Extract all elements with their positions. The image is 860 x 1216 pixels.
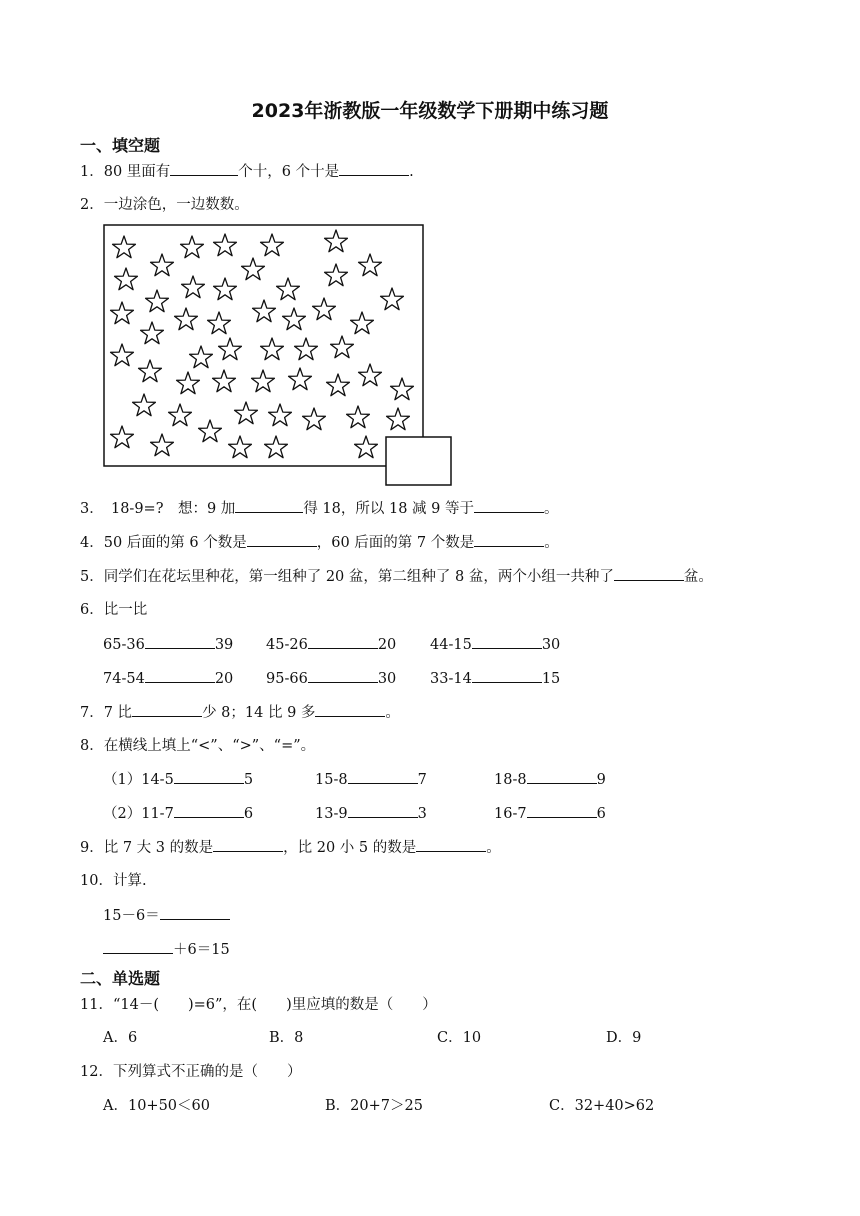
q3-text-b: 得 18，所以 18 减 9 等于	[303, 501, 474, 517]
q11-option-c[interactable]: C．10	[437, 1030, 482, 1046]
q8-left: （2）11-7	[103, 806, 174, 822]
q8-right: 3	[417, 806, 427, 822]
q6-left: 45-26	[266, 637, 308, 653]
q11-option-a[interactable]: A．6	[103, 1030, 138, 1046]
star-figure	[100, 222, 456, 486]
q3-text-c: 。	[543, 501, 559, 517]
q5-text-b: 盆。	[683, 569, 713, 585]
q6-left: 44-15	[430, 637, 472, 653]
q4-text-b: ，60 后面的第 7 个数是	[316, 535, 475, 551]
q6-left: 95-66	[266, 671, 308, 687]
q8-left: 13-9	[315, 806, 348, 822]
q6-blank[interactable]	[145, 634, 215, 649]
page-title: 2023年浙教版一年级数学下册期中练习题	[251, 100, 609, 122]
question-4	[80, 532, 559, 553]
question-10-head: 10．计算.	[80, 873, 147, 889]
q7-text-a: 7．7 比	[80, 705, 133, 721]
q8-left: 15-8	[315, 772, 348, 788]
section-fill-in: 一、填空题	[80, 136, 161, 155]
q6-left: 33-14	[430, 671, 472, 687]
q6-right: 30	[377, 671, 397, 687]
q1-blank-1[interactable]	[170, 161, 238, 176]
count-answer-box[interactable]	[386, 437, 451, 485]
q6-right: 20	[214, 671, 234, 687]
q8-item	[103, 769, 253, 790]
question-3	[80, 498, 558, 519]
q3-blank-2[interactable]	[474, 498, 544, 513]
q6-item	[430, 634, 560, 655]
q12-option-c[interactable]: C．32+40>62	[549, 1098, 655, 1114]
question-12: 12．下列算式不正确的是（ ）	[80, 1064, 302, 1080]
q6-right: 39	[214, 637, 234, 653]
star-frame	[104, 225, 423, 466]
q6-left: 74-54	[103, 671, 145, 687]
q8-blank[interactable]	[527, 769, 597, 784]
q3-text-a: 3． 18-9=? 想：9 加	[80, 501, 236, 517]
q3-blank-1[interactable]	[235, 498, 303, 513]
q8-left: 18-8	[494, 772, 527, 788]
q6-blank[interactable]	[308, 634, 378, 649]
q1-blank-2[interactable]	[339, 161, 409, 176]
q8-right: 9	[596, 772, 606, 788]
question-11: 11．“14－( )=6”，在( )里应填的数是（ ）	[80, 997, 437, 1013]
q4-blank-1[interactable]	[247, 532, 317, 547]
q6-left: 65-36	[103, 637, 145, 653]
q6-item	[103, 634, 233, 655]
q6-right: 20	[377, 637, 397, 653]
q5-text-a: 5．同学们在花坛里种花，第一组种了 20 盆，第二组种了 8 盆，两个小组一共种了	[80, 569, 614, 585]
question-5	[80, 566, 713, 587]
q9-text-b: ，比 20 小 5 的数是	[283, 840, 417, 856]
q8-left: 16-7	[494, 806, 527, 822]
section-single-choice: 二、单选题	[80, 969, 161, 988]
q6-blank[interactable]	[308, 668, 378, 683]
q8-blank[interactable]	[527, 803, 597, 818]
q7-text-c: 。	[385, 705, 400, 721]
q4-text-c: 。	[544, 535, 559, 551]
q10-blank-2[interactable]	[103, 939, 173, 954]
q10-line-2	[103, 939, 230, 960]
q6-item	[430, 668, 560, 689]
q8-right: 7	[417, 772, 427, 788]
q6-blank[interactable]	[472, 634, 542, 649]
question-6-head: 6．比一比	[80, 602, 148, 618]
q1-text-b: 个十，6 个十是	[238, 164, 340, 180]
q1-text-a: 1．80 里面有	[80, 164, 171, 180]
q6-blank[interactable]	[145, 668, 215, 683]
q8-right: 5	[243, 772, 254, 788]
q8-right: 6	[243, 806, 254, 822]
q8-item	[315, 803, 427, 824]
q10-blank-1[interactable]	[160, 905, 230, 920]
q8-item	[494, 803, 606, 824]
q7-blank-2[interactable]	[315, 702, 385, 717]
q8-item	[315, 769, 427, 790]
q6-right: 30	[541, 637, 561, 653]
q8-blank[interactable]	[174, 769, 244, 784]
q6-right: 15	[541, 671, 561, 687]
q7-text-b: 少 8；14 比 9 多	[202, 705, 316, 721]
question-7	[80, 702, 400, 723]
q11-option-b[interactable]: B．8	[269, 1030, 304, 1046]
q6-item	[266, 634, 396, 655]
q11-option-d[interactable]: D．9	[606, 1030, 642, 1046]
q1-text-c: .	[409, 164, 414, 180]
q10-expression-1: 15－6＝	[103, 908, 160, 924]
q8-item	[103, 803, 253, 824]
q6-item	[266, 668, 396, 689]
q4-text-a: 4．50 后面的第 6 个数是	[80, 535, 247, 551]
question-9	[80, 837, 501, 858]
q8-right: 6	[596, 806, 606, 822]
q10-expression-2: ＋6＝15	[173, 942, 230, 958]
q8-blank[interactable]	[348, 769, 418, 784]
q12-option-b[interactable]: B．20+7＞25	[325, 1098, 423, 1114]
q4-blank-2[interactable]	[474, 532, 544, 547]
q12-option-a[interactable]: A．10+50＜60	[103, 1098, 210, 1114]
question-2: 2．一边涂色，一边数数。	[80, 197, 249, 213]
q9-text-c: 。	[486, 840, 501, 856]
q9-blank-1[interactable]	[213, 837, 283, 852]
q9-text-a: 9．比 7 大 3 的数是	[80, 840, 214, 856]
question-8-head: 8．在横线上填上“<”、“>”、“=”。	[80, 738, 316, 754]
q8-item	[494, 769, 606, 790]
q6-blank[interactable]	[472, 668, 542, 683]
q10-line-1	[103, 905, 230, 926]
q7-blank-1[interactable]	[132, 702, 202, 717]
q8-left: （1）14-5	[103, 772, 174, 788]
question-1	[80, 161, 414, 182]
q8-blank[interactable]	[174, 803, 244, 818]
q9-blank-2[interactable]	[416, 837, 486, 852]
q5-blank[interactable]	[614, 566, 684, 581]
q8-blank[interactable]	[348, 803, 418, 818]
q6-item	[103, 668, 233, 689]
